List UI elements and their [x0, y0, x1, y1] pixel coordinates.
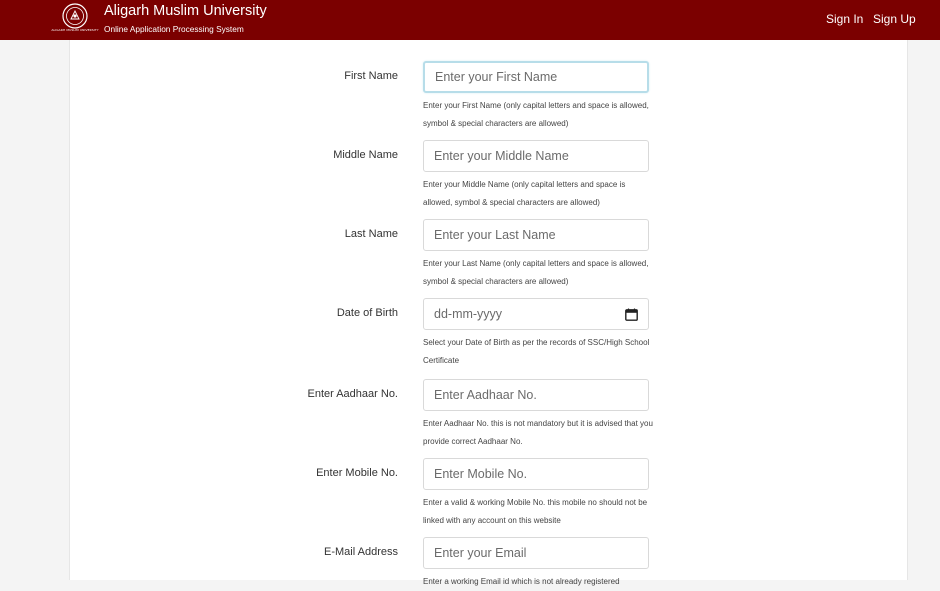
- last-name-help: Enter your Last Name (only capital letters and space is allowed, symbol & special characters are allowed): [423, 259, 649, 286]
- mobile-input[interactable]: [423, 458, 649, 490]
- middle-name-help: Enter your Middle Name (only capital letters and space is allowed, symbol & special characters are allowed): [423, 180, 626, 207]
- university-emblem-icon: [62, 3, 88, 29]
- calendar-icon[interactable]: [625, 308, 638, 321]
- sign-up-link[interactable]: Sign Up: [873, 12, 916, 26]
- sign-in-link[interactable]: Sign In: [826, 12, 864, 26]
- dob-input[interactable]: [423, 298, 649, 330]
- first-name-help: Enter your First Name (only capital letters and space is allowed, symbol & special characters are allowed): [423, 101, 649, 128]
- logo-text: ALIGARH MUSLIM UNIVERSITY: [51, 28, 99, 32]
- email-help: Enter a working Email id which is not already registered: [423, 577, 620, 586]
- aadhaar-label: Enter Aadhaar No.: [307, 388, 398, 400]
- app-title: Aligarh Muslim University: [104, 3, 267, 19]
- mobile-label: Enter Mobile No.: [316, 467, 398, 479]
- email-label: E-Mail Address: [324, 546, 398, 558]
- aadhaar-help: Enter Aadhaar No. this is not mandatory but it is advised that you provide correct Aadhaar No.: [423, 419, 653, 446]
- top-navbar: [0, 0, 940, 40]
- first-name-input[interactable]: [423, 61, 649, 93]
- registration-form-card: [69, 40, 908, 586]
- dob-placeholder: dd-mm-yyyy: [434, 307, 503, 321]
- university-logo[interactable]: [51, 3, 99, 37]
- dob-help: Select your Date of Birth as per the records of SSC/High School Certificate: [423, 338, 650, 365]
- last-name-input[interactable]: [423, 219, 649, 251]
- app-subtitle: Online Application Processing System: [104, 24, 244, 34]
- mobile-help: Enter a valid & working Mobile No. this mobile no should not be linked with any account on this website: [423, 498, 648, 525]
- dob-label: Date of Birth: [336, 307, 398, 319]
- middle-name-input[interactable]: [423, 140, 649, 172]
- aadhaar-input[interactable]: [423, 379, 649, 411]
- middle-name-label: Middle Name: [333, 149, 398, 161]
- email-input[interactable]: [423, 537, 649, 569]
- first-name-label: First Name: [344, 70, 398, 82]
- last-name-label: Last Name: [344, 228, 398, 240]
